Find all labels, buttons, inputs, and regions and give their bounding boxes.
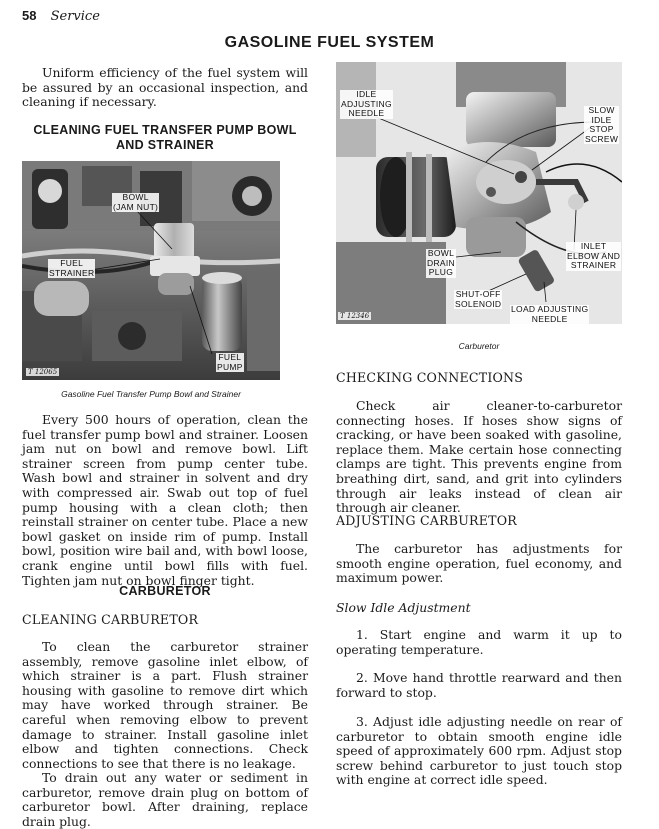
slow-idle-heading: Slow Idle Adjustment (336, 600, 471, 615)
label-load-adjusting-needle: LOAD ADJUSTING NEEDLE (511, 304, 589, 324)
label-inlet-elbow-strainer: INLET ELBOW AND STRAINER (567, 241, 621, 270)
label-fuel-pump: FUEL PUMP (217, 352, 243, 372)
label-fuel-strainer: FUEL STRAINER (49, 258, 95, 278)
label-slow-idle-stop-screw: SLOW IDLE STOP SCREW (585, 105, 619, 144)
page-title: GASOLINE FUEL SYSTEM (224, 34, 435, 51)
label-bowl-jam-nut: BOWL (JAM NUT) (113, 192, 159, 212)
step-3: 3. Adjust idle adjusting needle on rear of carburetor to obtain smooth engine idle speed of approximately 600 rpm. Adjust stop screw behind carburetor to just touch stop with engine at correct idle speed. (336, 714, 622, 788)
checking-paragraph: Check air cleaner-to-carburetor connecting hoses. If hoses show signs of cracking, or have been soaked with gasoline, replace them. Make certain hose connecting clamps are tight. This prevents engine from breathing dirt, sand, and grit into cylinders through air leaks instead of clean air through air cleaner. (336, 398, 622, 516)
fuel-pump-photo (22, 161, 280, 380)
drain-paragraph: To drain out any water or sediment in carburetor, remove drain plug on bottom of carburetor bowl. After draining, replace drain plug. (22, 770, 308, 829)
carburetor-photo (336, 62, 622, 324)
page-number: 58 (22, 8, 37, 23)
heading-carburetor: CARBURETOR (119, 584, 211, 598)
label-shut-off-solenoid: SHUT-OFF SOLENOID (455, 289, 502, 309)
figure1-number: T 12065 (28, 368, 58, 376)
heading-pump-bowl: CLEANING FUEL TRANSFER PUMP BOWL AND STRAINER (33, 123, 297, 152)
label-idle-adjusting-needle: IDLE ADJUSTING NEEDLE (341, 89, 392, 118)
subhead-checking-connections: CHECKING CONNECTIONS (336, 370, 524, 385)
figure2-caption: Carburetor (458, 341, 500, 351)
pump-cleaning-paragraph: Every 500 hours of operation, clean the fuel transfer pump bowl and strainer. Loosen jam nut on bowl and remove bowl. Lift strainer screen from pump center tube. Wash bowl and strainer in solvent and dry with compressed air. Swab out top of fuel pump housing with a clean cloth; then reinstall strainer on center tube. Place a new bowl gasket on inside rim of pump. Install bowl, position wire bail and, with bowl loose, crank engine until bowl fills with fuel. Tighten jam nut on bowl finger tight. (22, 412, 308, 588)
figure2-number: T 12346 (340, 312, 370, 320)
carburetor-cleaning-paragraph: To clean the carburetor strainer assembly, remove gasoline inlet elbow, of which strainer is a part. Flush strainer housing with gasoline to remove dirt which may have worked through strainer. Be careful when removing elbow to prevent damage to strainer. Install gasoline inlet elbow and tighten connections. Check connections to see that there is no leakage. (22, 639, 308, 771)
step-2: 2. Move hand throttle rearward and then forward to stop. (336, 670, 622, 700)
section-name: Service (50, 9, 100, 24)
subhead-cleaning-carburetor: CLEANING CARBURETOR (22, 612, 199, 627)
figure1-caption: Gasoline Fuel Transfer Pump Bowl and Strainer (61, 389, 241, 399)
intro-paragraph: Uniform efficiency of the fuel system will be assured by an occasional inspection, and cleaning if necessary. (22, 65, 308, 110)
subhead-adjusting-carburetor: ADJUSTING CARBURETOR (336, 513, 517, 528)
running-head (22, 8, 100, 24)
adjusting-paragraph: The carburetor has adjustments for smooth engine operation, fuel economy, and maximum power. (336, 541, 622, 586)
step-1: 1. Start engine and warm it up to operating temperature. (336, 627, 622, 657)
label-bowl-drain-plug: BOWL DRAIN PLUG (427, 248, 455, 277)
